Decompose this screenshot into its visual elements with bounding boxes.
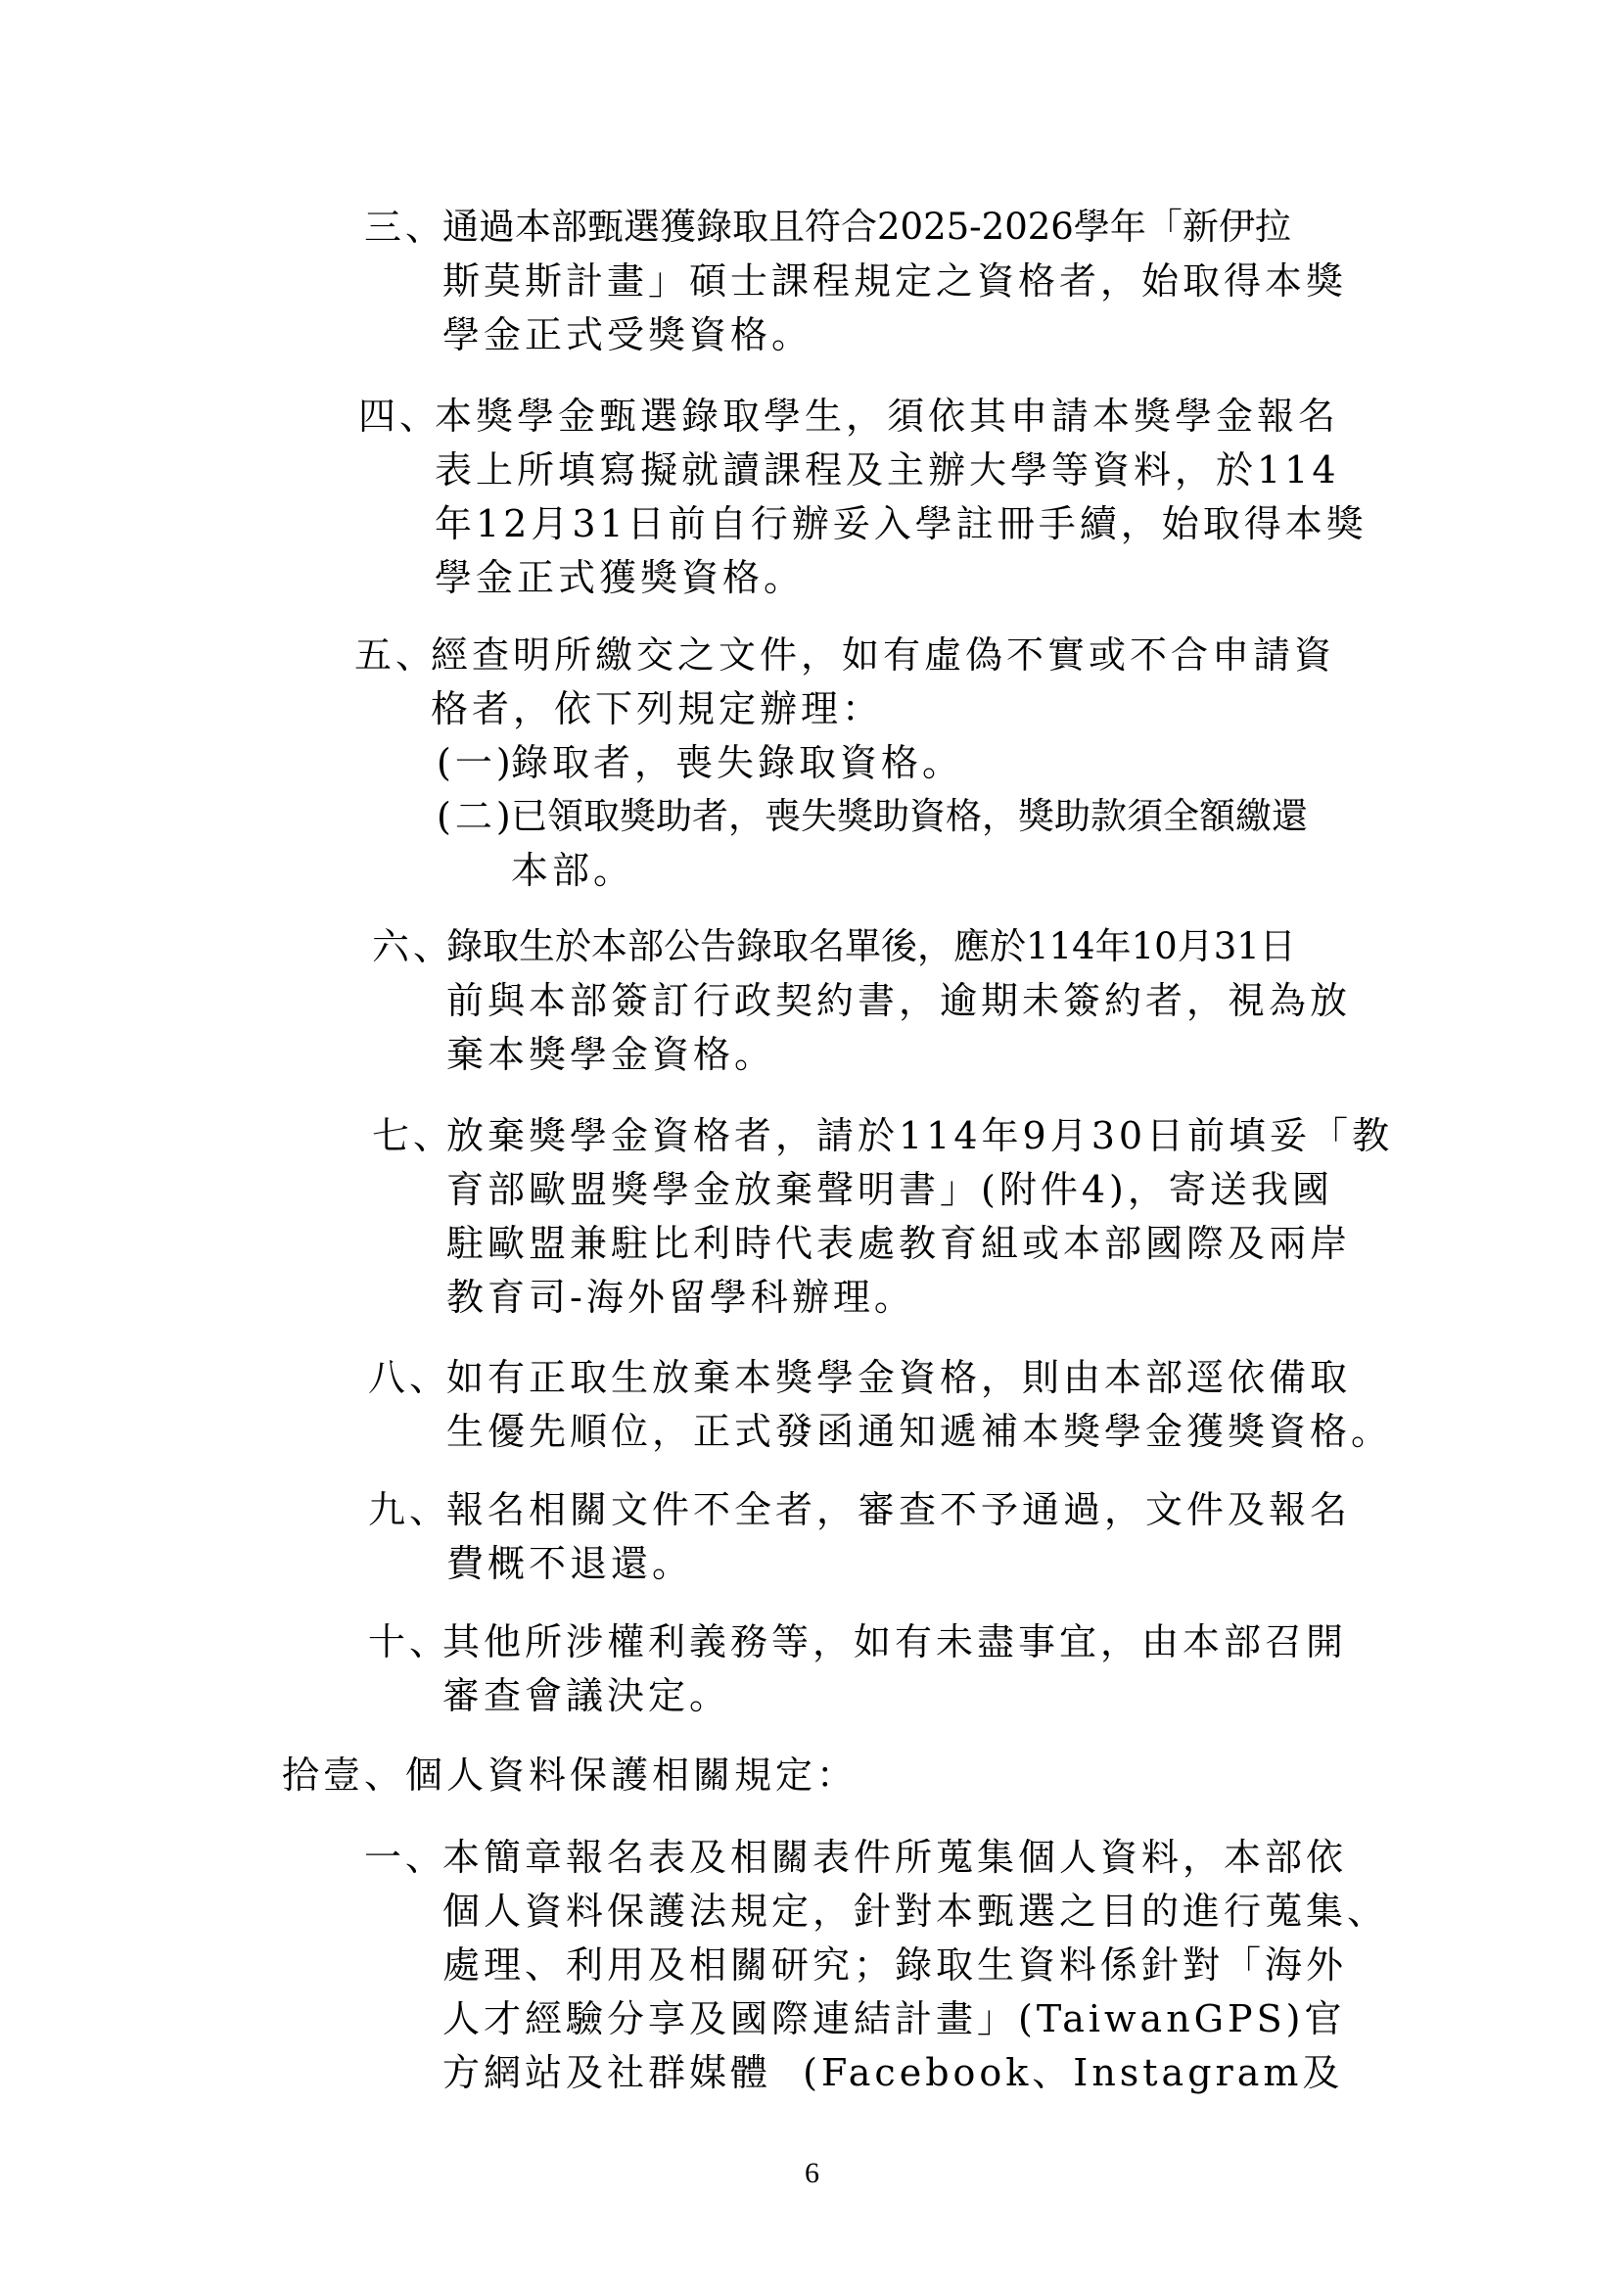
clause-marker: 四、 (358, 395, 441, 438)
clause-line: 審查會議決定。 (442, 1674, 731, 1717)
clause-line: 本獎學金甄選錄取學生，須依其申請本獎學金報名 (435, 395, 1340, 438)
clause-line: 通過本部甄選獲錄取且符合2025-2026學年「新伊拉 (442, 206, 1291, 248)
clause-line: 如有正取生放棄本獎學金資格，則由本部逕依備取 (446, 1356, 1352, 1399)
section-heading: 拾壹、個人資料保護相關規定： (282, 1754, 858, 1797)
subitem-marker: (二) (437, 795, 515, 838)
page-number: 6 (805, 2157, 819, 2189)
clause-marker: 八、 (368, 1356, 451, 1399)
clause-line: 放棄獎學金資格者，請於114年9月30日前填妥「教 (446, 1114, 1394, 1157)
clause-line: 表上所填寫擬就讀課程及主辦大學等資料，於114 (435, 448, 1340, 491)
clause-marker: 十、 (368, 1620, 451, 1663)
clause-marker: 五、 (354, 633, 438, 677)
clause-line: 經查明所繳交之文件，如有虛偽不實或不合申請資 (431, 633, 1336, 677)
clause-line: 學金正式獲獎資格。 (435, 556, 806, 599)
clause-line: 費概不退還。 (446, 1542, 694, 1585)
clause-line: 個人資料保護法規定，針對本甄選之目的進行蒐集、 (442, 1890, 1389, 1933)
clause-line: 斯莫斯計畫」碩士課程規定之資格者，始取得本獎 (442, 259, 1348, 303)
clause-marker: 三、 (364, 206, 447, 249)
clause-line: 人才經驗分享及國際連結計畫」(TaiwanGPS)官 (442, 1997, 1346, 2040)
clause-marker: 七、 (372, 1114, 455, 1157)
clause-line: 前與本部簽訂行政契約書，逾期未簽約者，視為放 (446, 979, 1352, 1022)
subitem-line: 已領取獎助者，喪失獎助資格，獎助款須全額繳還 (511, 795, 1308, 837)
clause-line: 學金正式受獎資格。 (442, 313, 813, 356)
clause-line: 年12月31日前自行辦妥入學註冊手續，始取得本獎 (435, 502, 1368, 545)
clause-line: 駐歐盟兼駐比利時代表處教育組或本部國際及兩岸 (446, 1222, 1352, 1265)
clause-line: 生優先順位，正式發函通知遞補本獎學金獲獎資格。 (446, 1410, 1393, 1453)
clause-line: 棄本獎學金資格。 (446, 1033, 776, 1076)
subitem-line: 本部。 (511, 849, 635, 892)
clause-line: 教育司-海外留學科辦理。 (446, 1276, 915, 1319)
clause-line: 格者，依下列規定辦理： (431, 687, 884, 730)
clause-marker: 九、 (368, 1488, 451, 1531)
clause-marker: 六、 (372, 925, 455, 968)
clause-line: 其他所涉權利義務等，如有未盡事宜，由本部召開 (442, 1620, 1348, 1663)
subitem-line: 錄取者，喪失錄取資格。 (511, 741, 964, 784)
clause-line: 方網站及社群媒體 (Facebook、Instagram及 (442, 2051, 1344, 2094)
clause-marker: 一、 (364, 1836, 447, 1879)
subitem-marker: (一) (437, 741, 515, 784)
clause-line: 錄取生於本部公告錄取名單後，應於114年10月31日 (446, 925, 1296, 967)
clause-line: 本簡章報名表及相關表件所蒐集個人資料，本部依 (442, 1836, 1348, 1879)
clause-line: 處理、利用及相關研究；錄取生資料係針對「海外 (442, 1943, 1348, 1987)
clause-line: 報名相關文件不全者，審查不予通過，文件及報名 (446, 1488, 1352, 1531)
clause-line: 育部歐盟獎學金放棄聲明書」(附件4)，寄送我國 (446, 1168, 1333, 1211)
